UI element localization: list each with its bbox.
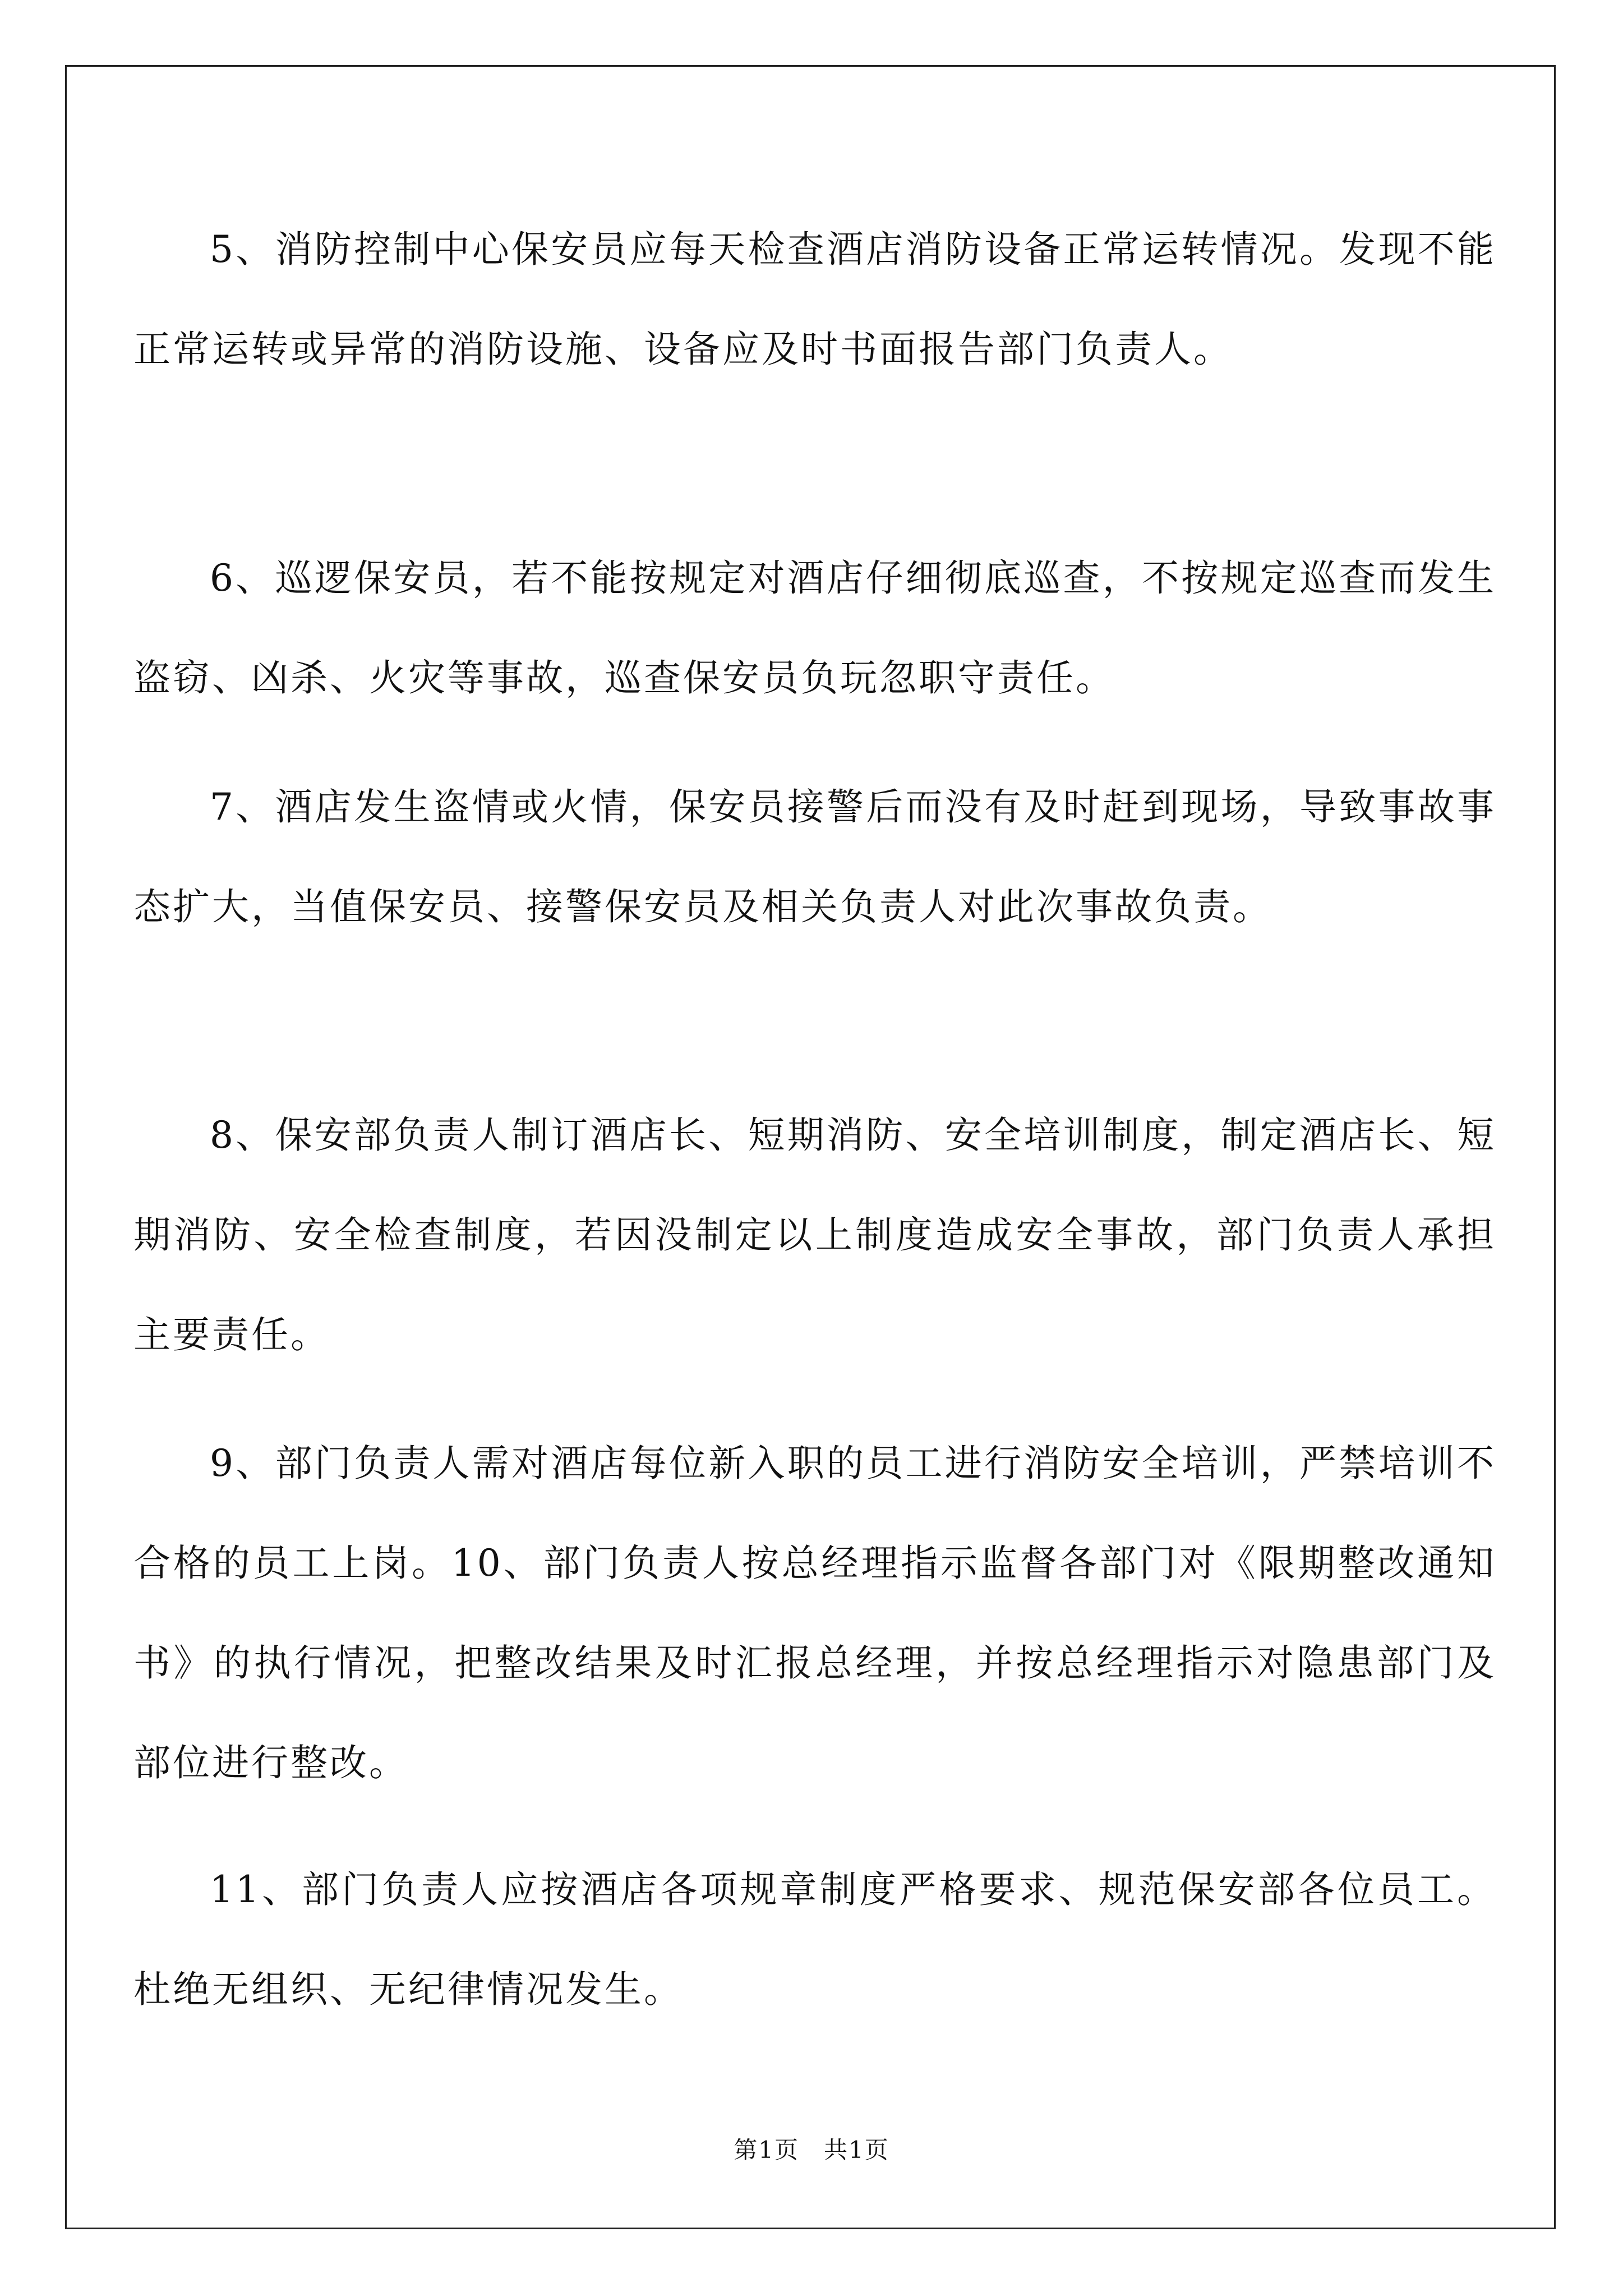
- paragraph-5: 5、消防控制中心保安员应每天检查酒店消防设备正常运转情况。发现不能正常运转或异常的消防设施、设备应及时书面报告部门负责人。: [133, 228, 1496, 371]
- paragraph-7: 7、酒店发生盗情或火情，保安员接警后而没有及时赶到现场，导致事故事态扩大，当值保安员、接警保安员及相关负责人对此次事故负责。: [133, 785, 1496, 928]
- paragraph-9-10: 9、部门负责人需对酒店每位新入职的员工进行消防安全培训，严禁培训不合格的员工上岗。10、部门负责人按总经理指示监督各部门对《限期整改通知书》的执行情况，把整改结果及时汇报总经理，并按总经理指示对隐患部门及部位进行整改。: [133, 1442, 1496, 1784]
- paragraph-6: 6、巡逻保安员，若不能按规定对酒店仔细彻底巡查，不按规定巡查而发生盗窃、凶杀、火灾等事故，巡查保安员负玩忽职守责任。: [133, 556, 1496, 700]
- paragraph-8: 8、保安部负责人制订酒店长、短期消防、安全培训制度，制定酒店长、短期消防、安全检查制度，若因没制定以上制度造成安全事故，部门负责人承担主要责任。: [133, 1114, 1496, 1356]
- page-footer: 第1页 共1页: [734, 2136, 889, 2164]
- paragraph-11: 11、部门负责人应按酒店各项规章制度严格要求、规范保安部各位员工。杜绝无组织、无纪律情况发生。: [133, 1868, 1496, 2011]
